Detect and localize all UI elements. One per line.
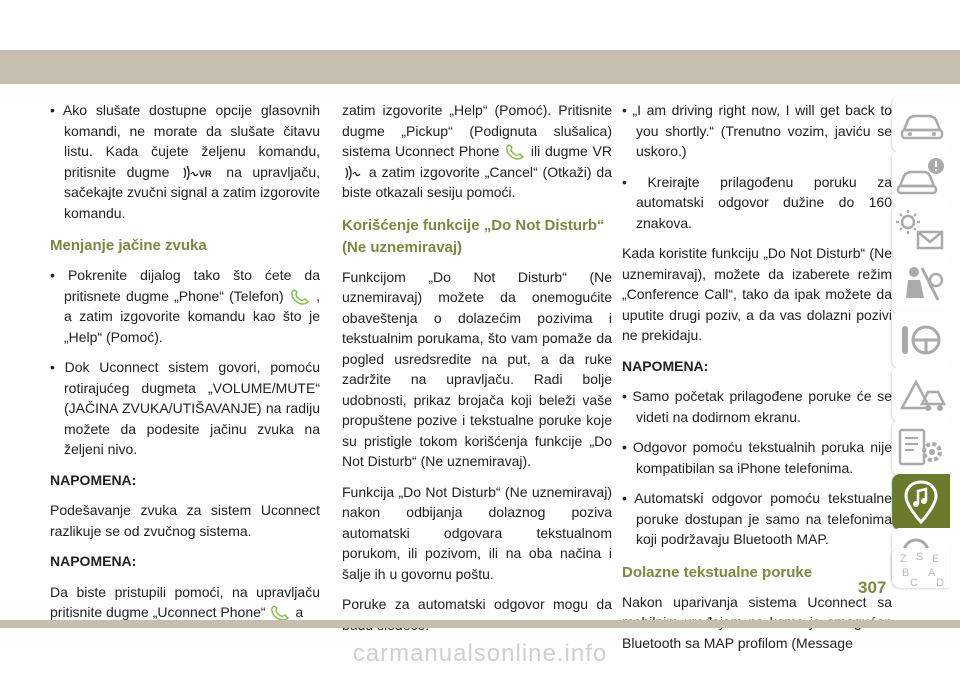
column-middle <box>342 100 612 645</box>
note-text-1: Podešavanje zvuka za sistem Uconnect razlikuje se od zvučnog sistema. <box>50 502 320 539</box>
voice-recognition-icon <box>342 165 364 181</box>
phone-icon <box>504 144 526 160</box>
phone-icon <box>289 289 311 305</box>
paragraph-dnd-auto: Funkcija „Do Not Disturb“ (Ne uznemiravaj) nakon odbijanja dolaznog poziva automatski odgovara tekstualnom porukom, ili pozivom, ili na oba načina i šalje ih u govornu poštu. <box>342 483 612 582</box>
svg-text:E: E <box>932 553 940 565</box>
page-number: 307 <box>858 578 887 597</box>
svg-text:VR: VR <box>198 168 212 179</box>
paragraph-incoming-messages: Nakon uparivanja sistema Uconnect sa Bluetooth sa MAP profilom (Message <box>622 593 892 651</box>
heading-do-not-disturb: Korišćenje funkcije „Do Not Disturb“ (Ne uznemiravaj) <box>342 216 605 256</box>
bullet-bluetooth-map: • Automatski odgovor pomoću tekstualne poruke dostupan je samo na telefonima koji podržavaju Bluetooth MAP. <box>622 490 892 547</box>
footer-watermark[interactable]: carmanualsonline.info <box>352 640 608 667</box>
steering-wheel-icon <box>892 312 950 368</box>
tab-multimedia[interactable] <box>892 474 950 530</box>
svg-text:C: C <box>910 577 918 588</box>
note-label-2: NAPOMENA: <box>50 553 137 569</box>
bullet-iphone: • Odgovor pomoću tekstualnih poruka nije kompatibilan sa iPhone telefonima. <box>622 439 892 476</box>
paragraph-volume-knob: • Dok Uconnect sistem govori, pomoću rotirajućeg dugmeta „VOLUME/MUTE“ (JAČINA ZVUKA/UTIŠAVANJE) na radiju možete da podesite jačinu zvuka na željeni nivo. <box>50 359 320 457</box>
bottom-band <box>0 620 960 628</box>
tab-warning-lights[interactable] <box>892 204 950 260</box>
multimedia-icon <box>892 474 950 530</box>
svg-text:D: D <box>936 577 944 588</box>
tab-car-info[interactable] <box>892 150 950 206</box>
svg-text:Z: Z <box>900 553 907 565</box>
paragraph-auto-reply: Poruke za automatski odgovor mogu da <box>342 596 612 612</box>
bullet-custom-message: • Kreirajte prilagođenu poruku za automatski odgovor dužine do 160 znakova. <box>622 173 892 231</box>
note-label-1: NAPOMENA: <box>50 471 137 488</box>
maintenance-icon <box>892 420 950 476</box>
svg-text:S: S <box>916 551 924 563</box>
note-text-2: Da biste pristupili pomoći, na upravljaču pritisnite dugme „Uconnect Phone“ a <box>50 583 320 620</box>
paragraph-phone-help: • Pokrenite dijalog tako što ćete da pritisnete dugme „Phone“ (Telefon) , a zatim izgovorite komandu kao što je „Help“ (Pomoć). <box>50 267 321 345</box>
car-info-icon <box>892 150 950 206</box>
heading-volume: Menjanje jačine zvuka <box>50 237 207 254</box>
phone-icon <box>269 605 291 621</box>
paragraph-voice-options: • Ako slušate dostupne opcije glasovnih komandi, ne morate da slušate čitavu listu. Kada čujete željenu komandu, pritisnite dugme VR na upravljaču, sačekajte zvučni signal a zatim izgorovite komandu. <box>50 102 321 221</box>
warning-triangle-icon <box>892 366 950 422</box>
tab-index[interactable] <box>892 548 950 588</box>
voice-recognition-icon <box>180 165 216 181</box>
bullet-driving-message: • „I am driving right now, I will get back to you shortly.“ (Trenutno vozim, javiću se uskoro.) <box>622 102 892 159</box>
column-left <box>50 100 320 633</box>
paragraph-dnd-intro: Funkcijom „Do Not Disturb“ (Ne uznemiravaj) možete da onemogućite obaveštenja o dolazećim pozivima i tekstualnim porukama, što vam pomaže da pogled usredsredite na put, a da ruke zadržite na upravljaču. Radi bolje udobnosti, prikaz brojača koji beleži vaše propuštene pozive i tekstualne poruke koje su pristigle tokom korišćenja funkcije „Do Not Disturb“ (Ne uznemiravaj). <box>342 268 612 469</box>
car-dashboard-icon <box>892 96 950 152</box>
paragraph-conference-call: Kada koristite funkciju „Do Not Disturb“ (Ne uznemiravaj), možete da izaberete režim „Conference Call“, tako da ipak možete da uputite drugi poziv, a da vas dolazni pozivi ne prekidaju. <box>622 245 892 343</box>
tab-car-dashboard[interactable] <box>892 96 950 152</box>
svg-text:B: B <box>902 567 910 579</box>
warning-lights-icon <box>892 204 950 260</box>
paragraph-help-cancel: zatim izgovorite „Help“ (Pomoć). Pritisnite dugme „Pickup“ (Podignuta slušalica) sistema Uconnect Phone ili dugme VR a zatim izgovorite „Cancel“ (Otkaži) da biste otkazali sesiju pomoći. <box>342 102 613 200</box>
top-band <box>0 50 960 84</box>
tab-maintenance[interactable] <box>892 420 950 476</box>
index-letters-icon <box>892 548 950 588</box>
tab-safety[interactable] <box>892 258 950 314</box>
tab-emergency[interactable] <box>892 366 950 422</box>
column-right <box>622 100 892 663</box>
note-label-3: NAPOMENA: <box>622 357 709 374</box>
tab-steering[interactable] <box>892 312 950 368</box>
bullet-touchscreen: • Samo početak prilagođene poruke će se videti na dodirnom ekranu. <box>622 388 892 425</box>
safety-airbag-icon <box>892 258 950 314</box>
svg-text:A: A <box>928 567 936 579</box>
heading-incoming-messages: Dolazne tekstualne poruke <box>622 563 813 581</box>
